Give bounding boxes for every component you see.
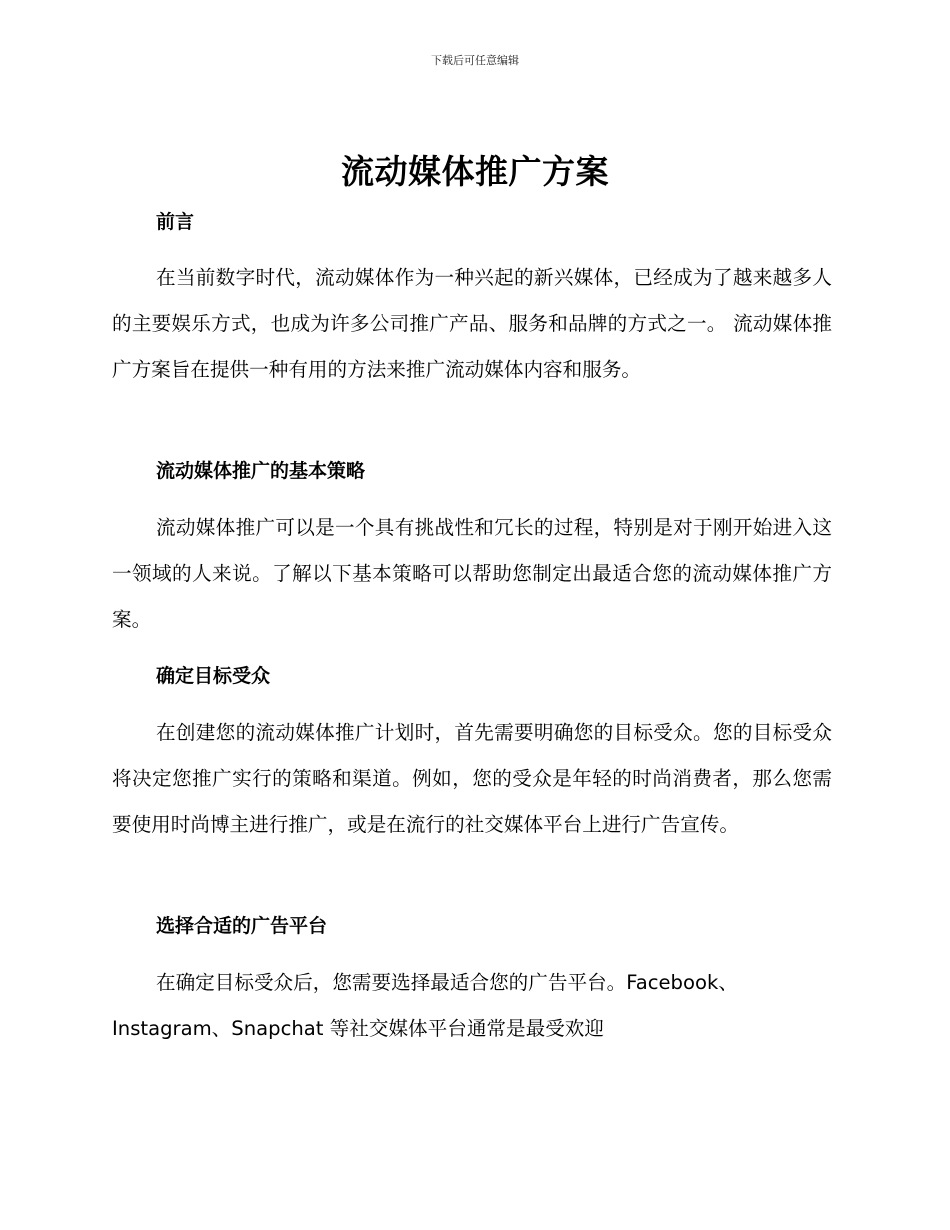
section-heading-basic-strategy: 流动媒体推广的基本策略 xyxy=(156,460,366,482)
section-paragraph-ad-platform: 在确定目标受众后，您需要选择最适合您的广告平台。Facebook、Instagram、Snapchat 等社交媒体平台通常是最受欢迎 xyxy=(112,971,738,1040)
page-header-note: 下载后可任意编辑 xyxy=(431,54,519,67)
section-paragraph-target-audience: 在创建您的流动媒体推广计划时，首先需要明确您的目标受众。您的目标受众将决定您推广实行的策略和渠道。例如，您的受众是年轻的时尚消费者，那么您需要使用时尚博主进行推广，或是在流行的社交媒体平台上进行广告宣传。 xyxy=(112,721,832,836)
section-paragraph-basic-strategy: 流动媒体推广可以是一个具有挑战性和冗长的过程，特别是对于刚开始进入这一领域的人来说。了解以下基本策略可以帮助您制定出最适合您的流动媒体推广方案。 xyxy=(112,516,832,631)
document-title: 流动媒体推广方案 xyxy=(341,152,609,191)
section-paragraph-preface: 在当前数字时代，流动媒体作为一种兴起的新兴媒体，已经成为了越来越多人的主要娱乐方式，也成为许多公司推广产品、服务和品牌的方式之一。 流动媒体推广方案旨在提供一种有用的方法来推广流动媒体内容和服务。 xyxy=(112,266,832,381)
section-heading-preface: 前言 xyxy=(156,211,195,233)
section-heading-target-audience: 确定目标受众 xyxy=(156,665,271,687)
section-heading-ad-platform: 选择合适的广告平台 xyxy=(156,915,328,937)
